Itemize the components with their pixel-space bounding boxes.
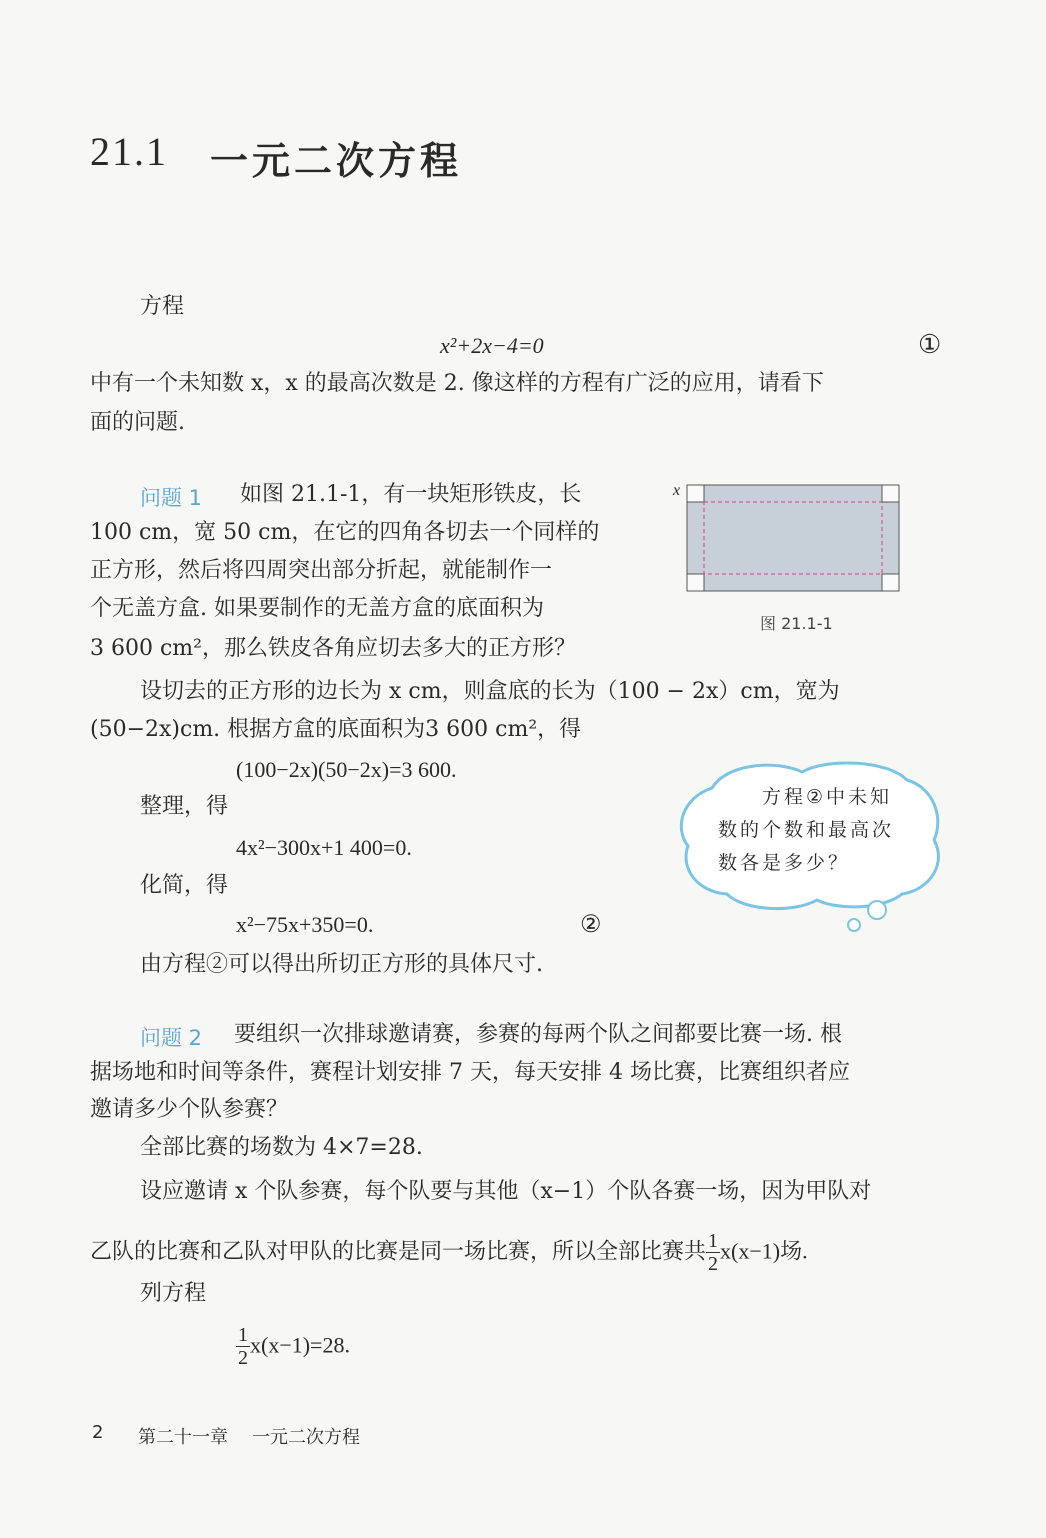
final-equation (236, 1324, 350, 1369)
solution-line: 设应邀请 x 个队参赛，每个队要与其他（x−1）个队各赛一场，因为甲队对 (140, 1179, 872, 1204)
chapter-title: 一元二次方程 (252, 1427, 360, 1448)
problem-2-line: 据场地和时间等条件，赛程计划安排 7 天，每天安排 4 场比赛，比赛组织者应 (90, 1060, 850, 1085)
section-title: 一元二次方程 (210, 139, 463, 183)
intro-line-2: 面的问题. (90, 410, 185, 435)
equation-text: x(x−1)=28. (250, 1332, 350, 1358)
bubble-line: 方程②中未知 (762, 786, 893, 808)
total-matches: 全部比赛的场数为 4×7=28. (140, 1135, 423, 1160)
fraction-denominator: 2 (238, 1347, 248, 1369)
equation-1-marker: ① (918, 330, 942, 359)
fraction (236, 1324, 250, 1369)
problem-1-line: 3 600 cm²，那么铁皮各角应切去多大的正方形？ (90, 636, 576, 661)
fraction-denominator: 2 (708, 1253, 719, 1275)
bubble-line: 数的个数和最高次 (718, 819, 895, 841)
fraction-numerator: 1 (238, 1324, 248, 1346)
solution-line: (50−2x)cm. 根据方盒的底面积为3 600 cm²，得 (90, 717, 582, 742)
problem-1-label: 问题 1 (140, 486, 203, 510)
bubble-line: 数各是多少？ (718, 852, 851, 874)
page-number: 2 (92, 1422, 104, 1443)
problem-1-line: 100 cm，宽 50 cm，在它的四角各切去一个同样的 (90, 520, 600, 545)
step-organize: 整理，得 (140, 794, 229, 819)
equation-2: x²−75x+350=0. (236, 912, 374, 937)
section-number: 21.1 (90, 129, 168, 174)
problem-2-line: 要组织一次排球邀请赛，参赛的每两个队之间都要比赛一场. 根 (234, 1022, 842, 1047)
equation-1: x²+2x−4=0 (440, 333, 544, 358)
solution-line (90, 1230, 808, 1275)
equation-a: (100−2x)(50−2x)=3 600. (236, 757, 457, 782)
figure-corner-label: x (673, 482, 681, 499)
problem-2-label: 问题 2 (140, 1026, 203, 1050)
step-simplify: 化简，得 (140, 873, 229, 898)
step-equation: 列方程 (140, 1281, 207, 1306)
solution-line: 设切去的正方形的边长为 x cm，则盒底的长为（100 − 2x）cm，宽为 (140, 679, 840, 704)
problem-1-line: 如图 21.1-1，有一块矩形铁皮，长 (240, 482, 582, 507)
chapter-label: 第二十一章 (138, 1427, 228, 1448)
equation-2-marker: ② (580, 912, 602, 938)
intro-lead: 方程 (140, 294, 185, 319)
problem-2-line: 邀请多少个队参赛？ (90, 1097, 289, 1122)
equation-b: 4x²−300x+1 400=0. (236, 835, 412, 860)
fraction (706, 1230, 720, 1275)
fraction-numerator: 1 (708, 1230, 719, 1252)
problem-1-line: 正方形，然后将四周突出部分折起，就能制作一 (90, 558, 553, 583)
figure-caption: 图 21.1-1 (760, 614, 833, 633)
sheet-diagram (686, 484, 902, 594)
problem-1-line: 个无盖方盒. 如果要制作的无盖方盒的底面积为 (90, 596, 544, 621)
problem-1-conclusion: 由方程②可以得出所切正方形的具体尺寸. (140, 952, 543, 977)
solution-text: 乙队的比赛和乙队对甲队的比赛是同一场比赛，所以全部比赛共 (90, 1239, 707, 1265)
solution-text: x(x−1)场. (720, 1238, 808, 1264)
intro-line-1: 中有一个未知数 x，x 的最高次数是 2. 像这样的方程有广泛的应用，请看下 (90, 371, 824, 396)
